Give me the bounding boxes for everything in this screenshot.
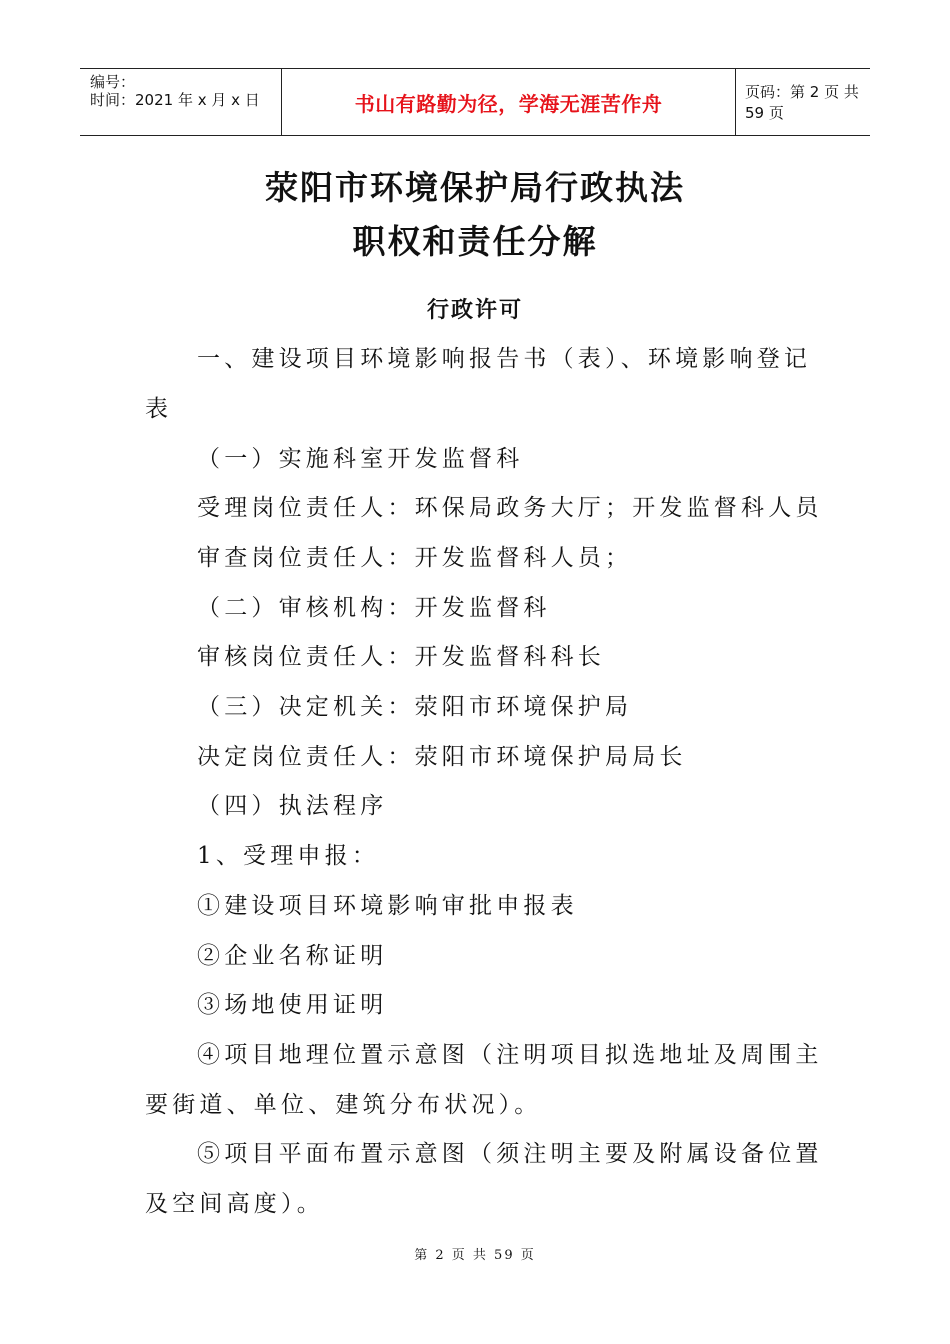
document-title-line-1: 荥阳市环境保护局行政执法 bbox=[265, 168, 685, 207]
body-line: 决定岗位责任人：荥阳市环境保护局局长 bbox=[197, 744, 687, 770]
body-line: 及空间高度）。 bbox=[145, 1191, 324, 1217]
body-line: 1、受理申报： bbox=[197, 843, 380, 869]
body-line: 一、建设项目环境影响报告书（表）、环境影响登记 bbox=[197, 346, 812, 372]
body-line: （一）实施科室开发监督科 bbox=[197, 446, 524, 472]
body-line: 审查岗位责任人：开发监督科人员； bbox=[197, 545, 633, 571]
body-line: ②企业名称证明 bbox=[197, 943, 388, 969]
time-label: 时间：2021 年 x 月 x 日 bbox=[90, 91, 260, 109]
section-title: 行政许可 bbox=[426, 298, 523, 323]
number-label: 编号： bbox=[90, 73, 136, 91]
body-line: ⑤项目平面布置示意图（须注明主要及附属设备位置 bbox=[197, 1141, 823, 1167]
document-title-line-2: 职权和责任分解 bbox=[352, 222, 598, 261]
header-motto: 书山有路勤为径，学海无涯苦作舟 bbox=[354, 91, 663, 116]
body-line: ①建设项目环境影响审批申报表 bbox=[197, 893, 578, 919]
header-meta bbox=[80, 69, 281, 135]
body-line: ④项目地理位置示意图（注明项目拟选地址及周围主 bbox=[197, 1042, 823, 1068]
body-line: 要街道、单位、建筑分布状况）。 bbox=[145, 1092, 542, 1118]
page-header bbox=[80, 68, 870, 136]
header-motto-cell bbox=[281, 69, 736, 135]
body-line: 表 bbox=[145, 396, 173, 422]
body-line: 审核岗位责任人：开发监督科科长 bbox=[197, 644, 605, 670]
page-footer: 第 2 页 共 59 页 bbox=[414, 1248, 536, 1263]
body-line: （二）审核机构：开发监督科 bbox=[197, 595, 551, 621]
body-line: ③场地使用证明 bbox=[197, 992, 388, 1018]
header-page-info: 页码：第 2 页 共 59 页 bbox=[745, 83, 859, 122]
body-line: 受理岗位责任人：环保局政务大厅；开发监督科人员 bbox=[197, 495, 823, 521]
body-line: （三）决定机关：荥阳市环境保护局 bbox=[197, 694, 633, 720]
body-line: （四）执法程序 bbox=[197, 793, 388, 819]
